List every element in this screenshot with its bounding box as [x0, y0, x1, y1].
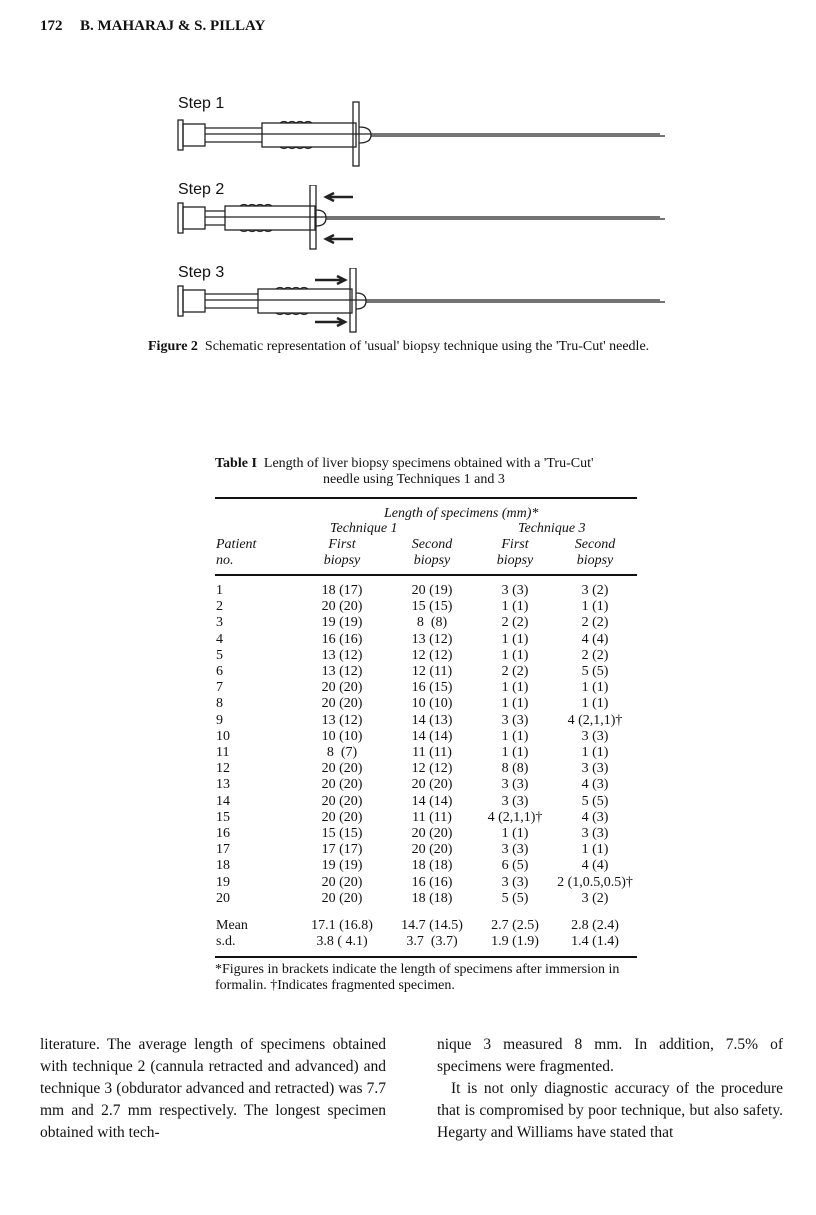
- cell: 3 (3): [501, 842, 529, 858]
- super-header: Length of specimens (mm)*: [384, 506, 539, 521]
- cell: 17.1 (16.8): [311, 918, 373, 933]
- cell: 20 (20): [321, 874, 363, 890]
- cell: 20 (20): [321, 890, 363, 906]
- cell: 1.9 (1.9): [491, 934, 539, 949]
- summary-row: [215, 918, 637, 934]
- row-label: 19: [216, 874, 230, 890]
- cell: 2.8 (2.4): [571, 918, 619, 933]
- table-row: [215, 648, 637, 664]
- cell: 3 (2): [581, 890, 609, 906]
- needle-step-2-diagram: [170, 185, 680, 255]
- cell: 4 (4): [581, 631, 609, 647]
- row-label: 1: [216, 583, 223, 598]
- cell: 1 (1): [501, 599, 529, 615]
- cell: 3 (2): [581, 583, 609, 598]
- row-label: 6: [216, 664, 223, 679]
- cell: 3.8 ( 4.1): [316, 934, 368, 949]
- cell: 19 (19): [321, 615, 363, 631]
- cell: 13 (12): [321, 664, 363, 679]
- cell: 5 (5): [581, 664, 609, 679]
- step-3-label: Step 3: [178, 264, 225, 281]
- cell: 3 (3): [581, 728, 609, 744]
- table-footnote-line2: formalin. †Indicates fragmented specimen.: [215, 978, 455, 993]
- table-caption-label: Table I: [215, 456, 257, 471]
- table-header-rule: [215, 574, 637, 576]
- row-label: 13: [216, 777, 230, 793]
- row-label: 16: [216, 826, 230, 841]
- col-header: First: [328, 537, 356, 552]
- cell: 20 (20): [411, 826, 453, 841]
- cell: 20 (20): [321, 809, 363, 825]
- cell: 11 (11): [412, 745, 452, 760]
- table-row: [215, 583, 637, 599]
- cell: 1 (1): [581, 680, 609, 696]
- table-footnote-line1: *Figures in brackets indicate the length of specimens after immersion in: [215, 962, 620, 977]
- col-header: First: [501, 537, 529, 552]
- cell: 2 (2): [501, 615, 529, 631]
- table-row: [215, 842, 637, 858]
- row-label: 15: [216, 809, 230, 825]
- cell: 1 (1): [581, 745, 609, 760]
- cell: 20 (20): [411, 842, 453, 858]
- body-paragraph: literature. The average length of specimens obtained with technique 2 (cannula retracted and advanced) and technique 3 (obdurator advanced and retracted) was 7.7 mm and 2.7 mm respectively. The longest specimen obtained with tech-: [40, 1036, 386, 1141]
- cell: 10 (10): [411, 696, 453, 712]
- cell: 4 (4): [581, 858, 609, 874]
- running-header: B. MAHARAJ & S. PILLAY: [80, 18, 266, 34]
- cell: 4 (3): [581, 809, 609, 825]
- col-header: biopsy: [576, 553, 614, 568]
- step-1-label: Step 1: [178, 95, 225, 112]
- table-row: [215, 858, 637, 874]
- cell: 16 (15): [411, 680, 453, 696]
- cell: 20 (20): [321, 793, 363, 809]
- cell: 15 (15): [411, 599, 453, 615]
- table-row: [215, 810, 637, 826]
- cell: 14 (13): [411, 712, 453, 728]
- row-label: Mean: [216, 918, 248, 933]
- table-row: [215, 891, 637, 907]
- cell: 2.7 (2.5): [491, 918, 539, 933]
- cell: 1 (1): [501, 745, 529, 760]
- cell: 20 (20): [321, 680, 363, 696]
- cell: 1 (1): [581, 842, 609, 858]
- cell: 1 (1): [501, 680, 529, 696]
- cell: 5 (5): [501, 890, 529, 906]
- body-column-left: [40, 1034, 386, 1144]
- row-label: 18: [216, 858, 230, 874]
- cell: 3 (3): [581, 761, 609, 777]
- row-label: s.d.: [216, 934, 236, 949]
- col-header: biopsy: [496, 553, 534, 568]
- cell: 4 (2,1,1)†: [487, 809, 543, 825]
- row-label: 8: [216, 696, 223, 712]
- cell: 18 (18): [411, 858, 453, 874]
- cell: 20 (20): [321, 761, 363, 777]
- cell: 1 (1): [501, 696, 529, 712]
- table-caption: [215, 456, 594, 472]
- col-header: Patient: [216, 537, 257, 552]
- column-header-row-2: [215, 553, 637, 569]
- table-row: [215, 745, 637, 761]
- cell: 1 (1): [581, 696, 609, 712]
- cell: 8 (7): [326, 745, 358, 760]
- cell: 10 (10): [321, 728, 363, 744]
- table-row: [215, 826, 637, 842]
- needle-step-3-diagram: [170, 268, 680, 338]
- table-row: [215, 664, 637, 680]
- cell: 2 (2): [581, 615, 609, 631]
- cell: 16 (16): [321, 631, 363, 647]
- row-label: 17: [216, 842, 230, 858]
- figure-caption: [148, 339, 649, 355]
- cell: 3 (3): [501, 777, 529, 793]
- figure-caption-label: Figure 2: [148, 339, 198, 354]
- row-label: 2: [216, 599, 223, 615]
- cell: 1 (1): [501, 647, 529, 663]
- table-caption-line1: Length of liver biopsy specimens obtained with a 'Tru-Cut': [263, 456, 594, 471]
- cell: 4 (2,1,1)†: [567, 712, 623, 728]
- cell: 20 (20): [321, 696, 363, 712]
- cell: 13 (12): [321, 647, 363, 663]
- cell: 3 (3): [501, 712, 529, 728]
- cell: 1 (1): [581, 599, 609, 615]
- row-label: 5: [216, 647, 223, 663]
- cell: 12 (12): [411, 761, 453, 777]
- row-label: 9: [216, 712, 223, 728]
- table-row: [215, 696, 637, 712]
- row-label: 3: [216, 615, 223, 631]
- cell: 13 (12): [411, 631, 453, 647]
- cell: 20 (20): [321, 599, 363, 615]
- row-label: 11: [216, 745, 230, 760]
- table-row: [215, 777, 637, 793]
- technique-1-header: Technique 1: [330, 521, 398, 536]
- row-label: 12: [216, 761, 230, 777]
- cell: 1.4 (1.4): [571, 934, 619, 949]
- row-label: 10: [216, 728, 230, 744]
- row-label: 14: [216, 793, 230, 809]
- cell: 3 (3): [501, 793, 529, 809]
- cell: 20 (20): [411, 777, 453, 793]
- col-header: biopsy: [413, 553, 451, 568]
- cell: 3.7 (3.7): [406, 934, 458, 949]
- col-header: Second: [411, 537, 453, 552]
- body-column-right: [437, 1034, 783, 1144]
- table-bottom-rule: [215, 956, 637, 958]
- table-row: [215, 794, 637, 810]
- cell: 2 (2): [581, 647, 609, 663]
- cell: 4 (3): [581, 777, 609, 793]
- cell: 3 (3): [501, 583, 529, 598]
- page-number: 172: [40, 18, 63, 34]
- col-header: biopsy: [323, 553, 361, 568]
- table-top-rule: [215, 497, 637, 499]
- technique-3-header: Technique 3: [518, 521, 586, 536]
- cell: 14.7 (14.5): [401, 918, 463, 933]
- table-row: [215, 632, 637, 648]
- row-label: 20: [216, 890, 230, 906]
- column-header-row-1: [215, 537, 637, 553]
- table-row: [215, 761, 637, 777]
- table-caption-line2: needle using Techniques 1 and 3: [323, 472, 505, 487]
- cell: 19 (19): [321, 858, 363, 874]
- row-label: 7: [216, 680, 223, 696]
- cell: 18 (18): [411, 890, 453, 906]
- row-label: 4: [216, 631, 223, 647]
- cell: 20 (20): [321, 777, 363, 793]
- cell: 2 (1,0.5,0.5)†: [557, 874, 633, 890]
- cell: 5 (5): [581, 793, 609, 809]
- cell: 1 (1): [501, 728, 529, 744]
- cell: 18 (17): [321, 583, 363, 598]
- cell: 3 (3): [501, 874, 529, 890]
- table-row: [215, 729, 637, 745]
- cell: 1 (1): [501, 826, 529, 841]
- cell: 15 (15): [321, 826, 363, 841]
- table-row: [215, 615, 637, 631]
- table-row: [215, 599, 637, 615]
- table-row: [215, 875, 637, 891]
- cell: 12 (12): [411, 647, 453, 663]
- cell: 12 (11): [411, 664, 453, 679]
- cell: 11 (11): [412, 809, 452, 825]
- cell: 16 (16): [411, 874, 453, 890]
- cell: 14 (14): [411, 728, 453, 744]
- table-row: [215, 713, 637, 729]
- body-paragraph: nique 3 measured 8 mm. In addition, 7.5% of specimens were fragmented.: [437, 1036, 783, 1075]
- figure-caption-text: Schematic representation of 'usual' biopsy technique using the 'Tru-Cut' needle.: [204, 339, 650, 354]
- cell: 8 (8): [416, 615, 448, 631]
- cell: 20 (19): [411, 583, 453, 598]
- cell: 17 (17): [321, 842, 363, 858]
- cell: 2 (2): [501, 664, 529, 679]
- col-header: no.: [216, 553, 234, 568]
- cell: 3 (3): [581, 826, 609, 841]
- summary-row: [215, 934, 637, 950]
- needle-step-1-diagram: [170, 100, 680, 170]
- cell: 8 (8): [501, 761, 529, 777]
- cell: 1 (1): [501, 631, 529, 647]
- step-2-label: Step 2: [178, 181, 225, 198]
- col-header: Second: [574, 537, 616, 552]
- cell: 6 (5): [501, 858, 529, 874]
- table-row: [215, 680, 637, 696]
- body-paragraph: It is not only diagnostic accuracy of the procedure that is compromised by poor technique, but also safety. Hegarty and Williams have stated that: [437, 1080, 783, 1141]
- cell: 13 (12): [321, 712, 363, 728]
- cell: 14 (14): [411, 793, 453, 809]
